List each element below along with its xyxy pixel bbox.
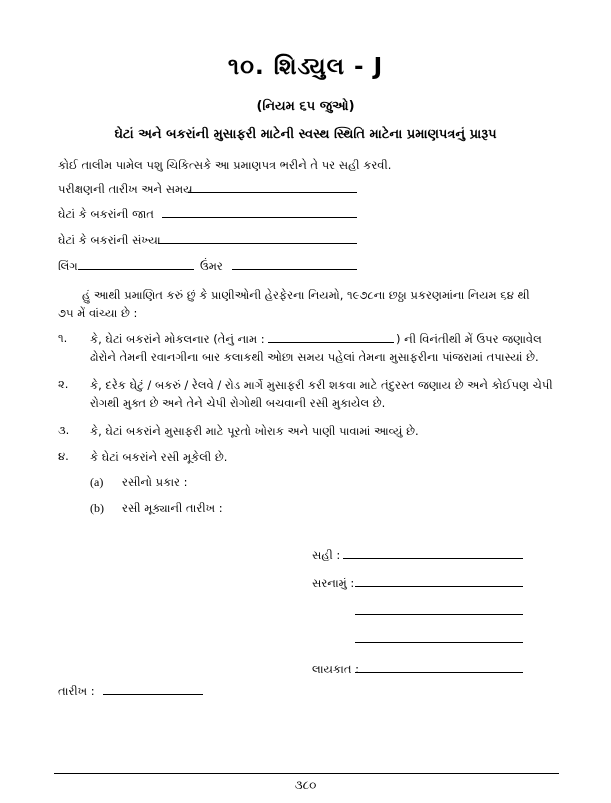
sex-field[interactable] bbox=[78, 269, 194, 270]
signature-field[interactable] bbox=[343, 558, 523, 559]
sub-item-a-label: (a) bbox=[90, 475, 104, 489]
item-1-text-b: ) ની વિનંતીથી મેં ઉપર જણાવેલ bbox=[396, 332, 542, 346]
exam-date-label: પરીક્ષણની તારીખ અને સમય bbox=[58, 182, 193, 196]
vaccine-type-label: રસીનો પ્રકાર : bbox=[122, 475, 188, 489]
sub-item-b-label: (b) bbox=[90, 501, 104, 515]
breed-field[interactable] bbox=[162, 217, 357, 218]
address-field-line-3[interactable] bbox=[355, 642, 523, 643]
item-number-1: ૧. bbox=[58, 331, 68, 345]
sex-label: લિંગ bbox=[58, 259, 78, 273]
address-label: સરનામું : bbox=[312, 576, 355, 590]
item-3-text: કે, ઘેટાં બકરાંને મુસાફરી માટે પૂરતો ખોરાક અને પાણી પાવામાં આવ્યું છે. bbox=[90, 424, 419, 438]
form-heading: ઘેટાં અને બકરાંની મુસાફરી માટેની સ્વસ્થ સ્થિતિ માટેના પ્રમાણપત્રનું પ્રારૂપ bbox=[114, 127, 497, 142]
exam-date-field[interactable] bbox=[188, 192, 357, 193]
qualification-field[interactable] bbox=[355, 672, 523, 673]
address-field-line-2[interactable] bbox=[355, 614, 523, 615]
age-field[interactable] bbox=[232, 269, 357, 270]
date-label: તારીખ : bbox=[58, 684, 95, 698]
count-label: ઘેટાં કે બકરાંની સંખ્યા bbox=[58, 233, 161, 247]
vaccine-date-label: રસી મૂક્યાની તારીખ : bbox=[122, 501, 223, 515]
item-2-text-b: રોગથી મુક્ત છે અને તેને ચેપી રોગોથી બચવાની રસી મુકાયેલ છે. bbox=[90, 396, 386, 410]
sender-name-field[interactable] bbox=[268, 342, 394, 343]
rule-reference: (નિયમ ૬૫ જુઓ) bbox=[256, 99, 355, 114]
item-number-3: ૩. bbox=[58, 423, 70, 437]
age-label: ઉંમર bbox=[200, 259, 223, 273]
breed-label: ઘેટાં કે બકરાંની જાત bbox=[58, 207, 154, 221]
item-1-text-c: ઢોરોને તેમની રવાનગીના બાર કલાકથી ઓછા સમય પહેલાં તેમના મુસાફરીના પાંજરામાં તપાસ્યાં છે. bbox=[90, 350, 539, 364]
signature-label: સહી : bbox=[312, 548, 341, 562]
qualification-label: લાયકાત : bbox=[312, 662, 360, 676]
intro-text: કોઈ તાલીમ પામેલ પશુ ચિકિત્સકે આ પ્રમાણપત્ર ભરીને તે પર સહી કરવી. bbox=[58, 158, 392, 172]
footer-rule bbox=[54, 773, 559, 774]
item-number-2: ૨. bbox=[58, 377, 69, 391]
certify-line-1: હું આથી પ્રમાણિત કરું છું કે પ્રાણીઓની હેરફેરના નિયમો, ૧૯૭૮ના છઠ્ઠા પ્રકરણમાંના નિયમ ૬૪ થી bbox=[82, 288, 530, 302]
page-number: ૩૮૦ bbox=[294, 778, 317, 792]
page-title: ૧૦. શિડ્યુલ - J bbox=[227, 54, 384, 80]
address-field-line-1[interactable] bbox=[355, 586, 523, 587]
certify-line-2: ૭૫ મેં વાંચ્યા છે : bbox=[58, 306, 138, 320]
item-number-4: ૪. bbox=[58, 449, 69, 463]
count-field[interactable] bbox=[158, 243, 357, 244]
item-4-text: કે ઘેટાં બકરાંને રસી મૂકેલી છે. bbox=[90, 450, 228, 464]
item-1-text-a: કે, ઘેટાં બકરાંને મોકલનાર (તેનું નામ : bbox=[90, 332, 265, 346]
date-field[interactable] bbox=[103, 694, 203, 695]
item-2-text-a: કે, દરેક ઘેટું / બકરું / રેલવે / રોડ માર્ગે મુસાફરી કરી શકવા માટે તંદુરસ્ત જણાય છે અને કોઈપણ ચેપી bbox=[90, 378, 553, 392]
